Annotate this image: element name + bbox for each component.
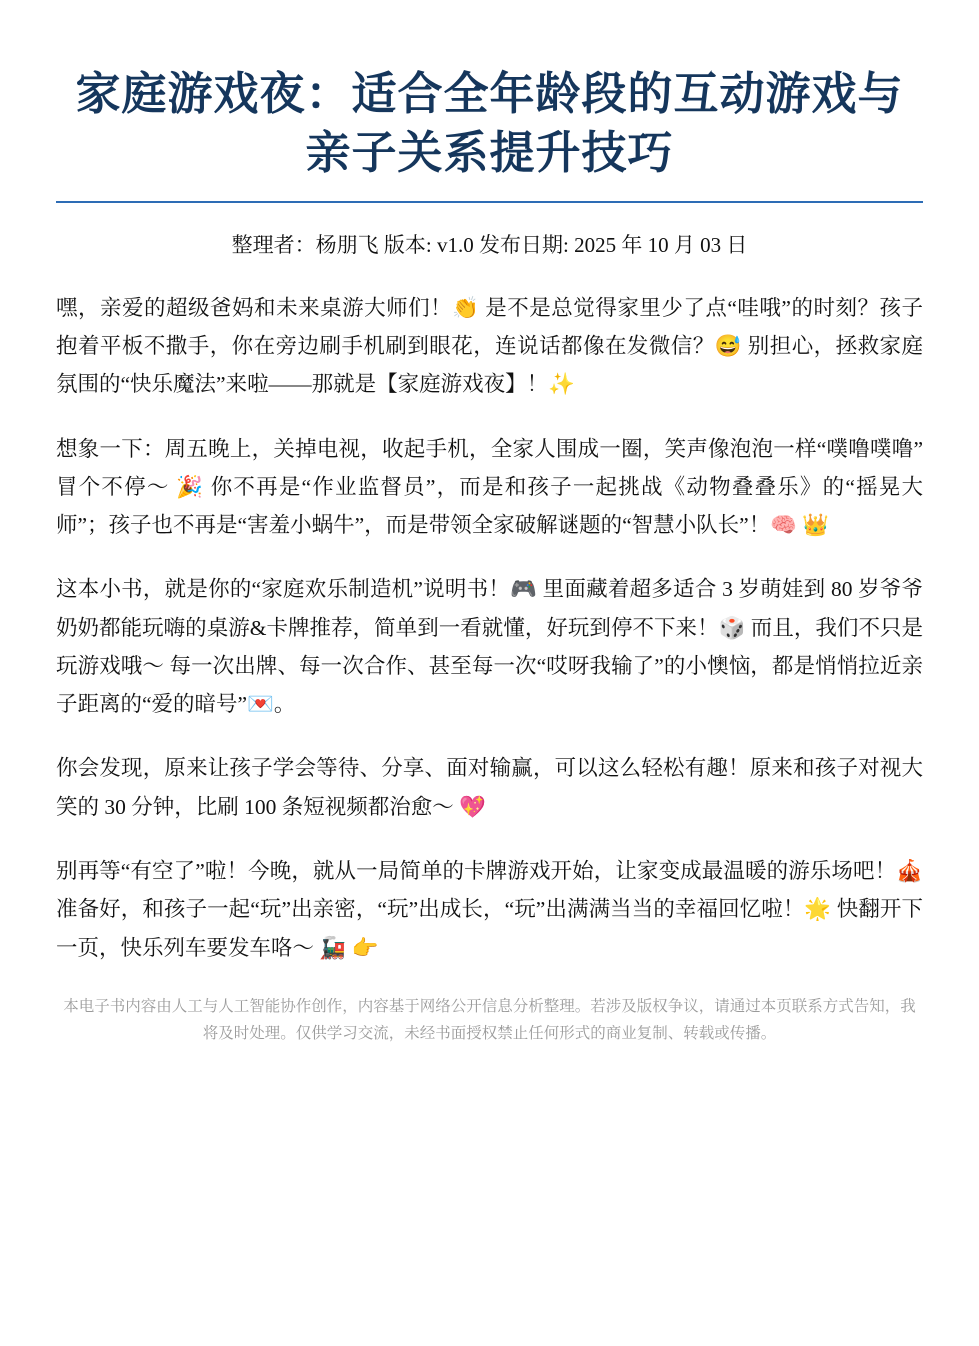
body-paragraph-4: 你会发现，原来让孩子学会等待、分享、面对输赢，可以这么轻松有趣！原来和孩子对视大笑的 30 分钟，比刷 100 条短视频都治愈～ 💖 — [56, 756, 923, 819]
copyright-disclaimer: 本电子书内容由人工与人工智能协作创作，内容基于网络公开信息分析整理。若涉及版权争议，请通过本页联系方式告知，我将及时处理。仅供学习交流，未经书面授权禁止任何形式的商业复制、转载或传播。 — [63, 997, 916, 1042]
document-meta: 整理者：杨朋飞 版本: v1.0 发布日期: 2025 年 10 月 03 日 — [231, 232, 748, 257]
title-divider — [56, 201, 923, 203]
body-paragraph-5: 别再等“有空了”啦！今晚，就从一局简单的卡牌游戏开始，让家变成最温暖的游乐场吧！🎪 准备好，和孩子一起“玩”出亲密，“玩”出成长，“玩”出满满当当的幸福回忆啦！🌟 快翻开下一页，快乐列车要发车咯～ 🚂 👉 — [56, 858, 923, 960]
body-paragraph-1: 嘿，亲爱的超级爸妈和未来桌游大师们！👏 是不是总觉得家里少了点“哇哦”的时刻？孩子抱着平板不撒手，你在旁边刷手机刷到眼花，连说话都像在发微信？😅 别担心，拯救家庭氛围的“快乐魔法”来啦——那就是【家庭游戏夜】！✨ — [56, 295, 924, 397]
body-paragraph-2: 想象一下：周五晚上，关掉电视，收起手机，全家人围成一圈，笑声像泡泡一样“噗噜噗噜”冒个不停～ 🎉 你不再是“作业监督员”，而是和孩子一起挑战《动物叠叠乐》的“摇晃大师”；孩子也不再是“害羞小蜗牛”，而是带领全家破解谜题的“智慧小队长”！🧠 👑 — [56, 436, 923, 538]
page-title: 家庭游戏夜：适合全年龄段的互动游戏与亲子关系提升技巧 — [75, 68, 904, 179]
body-paragraph-3: 这本小书，就是你的“家庭欢乐制造机”说明书！🎮 里面藏着超多适合 3 岁萌娃到 80 岁爷爷奶奶都能玩嗨的桌游&卡牌推荐，简单到一看就懂，好玩到停不下来！🎲 而且，我们不只是玩游戏哦～ 每一次出牌、每一次合作、甚至每一次“哎呀我输了”的小懊恼，都是悄悄拉近亲子距离的“爱的暗号”💌。 — [56, 577, 923, 717]
